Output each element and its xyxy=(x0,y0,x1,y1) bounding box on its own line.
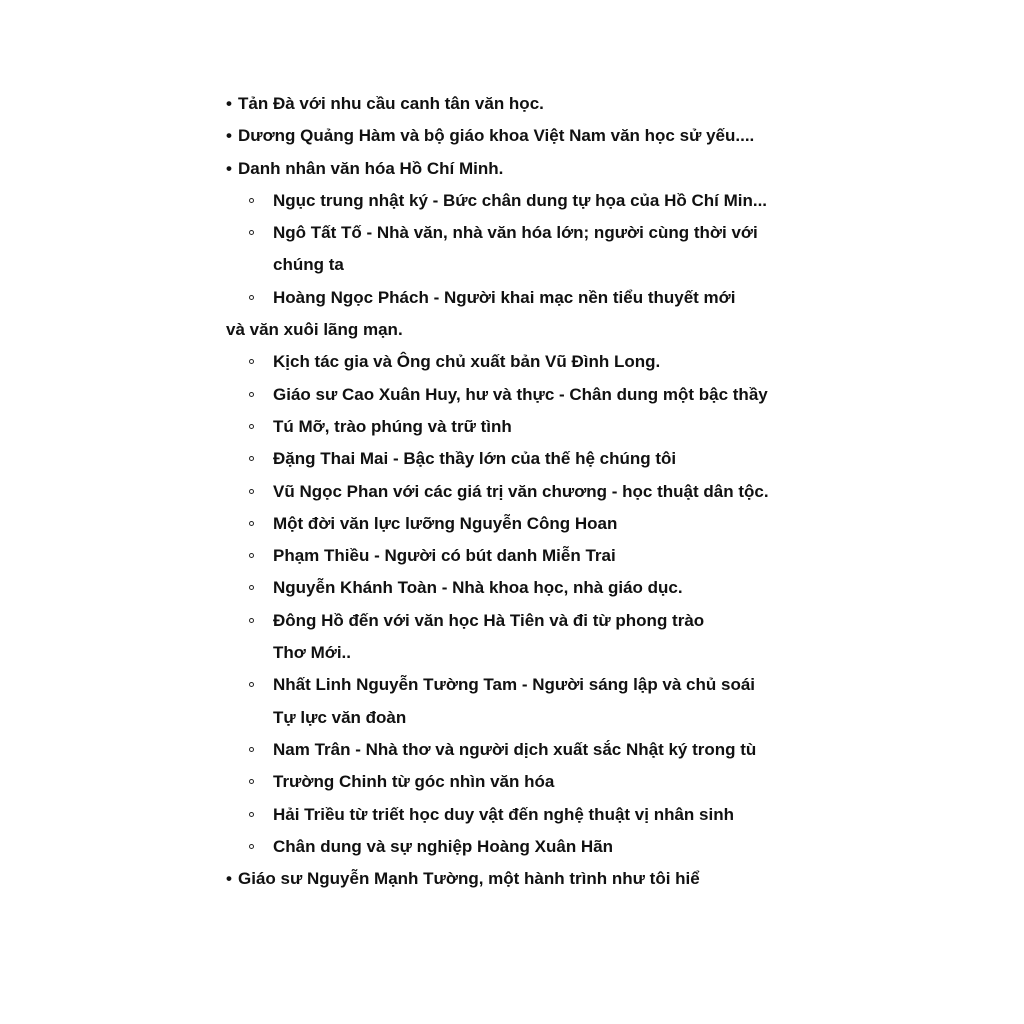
bullet-icon: • xyxy=(226,158,232,178)
circle-bullet-icon xyxy=(249,198,254,203)
list-item-text: Nhất Linh Nguyễn Tường Tam - Người sáng lập và chủ soái xyxy=(273,675,756,695)
list-item-text: Đặng Thai Mai - Bậc thầy lớn của thế hệ chúng tôi xyxy=(273,449,677,469)
sub-list-item xyxy=(226,605,826,637)
list-item-text: Hoàng Ngọc Phách - Người khai mạc nền tiểu thuyết mới xyxy=(273,287,736,307)
sub-list-item xyxy=(226,669,826,701)
list-item-text: Tản Đà với nhu cầu canh tân văn học. xyxy=(238,94,544,113)
list-item-text: Dương Quảng Hàm và bộ giáo khoa Việt Nam văn học sử yếu.... xyxy=(238,126,755,146)
list-item-text: Tự lực văn đoàn xyxy=(273,707,407,727)
list-item-text: chúng ta xyxy=(273,255,344,275)
sub-list-item xyxy=(226,799,826,831)
circle-bullet-icon xyxy=(249,359,254,364)
document-list xyxy=(226,88,826,895)
circle-bullet-icon xyxy=(249,521,254,526)
list-item-text: Nam Trân - Nhà thơ và người dịch xuất sắc Nhật ký trong tù xyxy=(273,739,757,759)
sub-list-item xyxy=(226,282,826,314)
list-item-text: Ngục trung nhật ký - Bức chân dung tự họa của Hồ Chí Min... xyxy=(273,190,768,210)
sub-list-item xyxy=(226,766,826,798)
sub-list-item xyxy=(226,443,826,475)
circle-bullet-icon xyxy=(249,424,254,429)
circle-bullet-icon xyxy=(249,295,254,300)
list-item-text: Danh nhân văn hóa Hồ Chí Minh. xyxy=(238,158,504,178)
circle-bullet-icon xyxy=(249,230,254,235)
circle-bullet-icon xyxy=(249,456,254,461)
sub-list-item xyxy=(226,734,826,766)
sub-list-item xyxy=(226,572,826,604)
circle-bullet-icon xyxy=(249,812,254,817)
list-item-text: Tú Mỡ, trào phúng và trữ tình xyxy=(273,416,512,436)
sub-list-item xyxy=(226,476,826,508)
list-item-continuation xyxy=(226,314,826,346)
list-item-continuation xyxy=(226,637,826,669)
circle-bullet-icon xyxy=(249,618,254,623)
list-item-text: Hải Triều từ triết học duy vật đến nghệ thuật vị nhân sinh xyxy=(273,804,734,824)
list-item-text: Kịch tác gia và Ông chủ xuất bản Vũ Đình Long. xyxy=(273,352,661,372)
list-item-text: Ngô Tất Tố - Nhà văn, nhà văn hóa lớn; người cùng thời với xyxy=(273,223,758,243)
sub-list-item xyxy=(226,411,826,443)
list-item-text: Chân dung và sự nghiệp Hoàng Xuân Hãn xyxy=(273,836,614,856)
circle-bullet-icon xyxy=(249,553,254,558)
list-item-text: Vũ Ngọc Phan với các giá trị văn chương - học thuật dân tộc. xyxy=(273,481,769,501)
sub-list-item xyxy=(226,831,826,863)
list-item-text: Đông Hồ đến với văn học Hà Tiên và đi từ phong trào xyxy=(273,610,705,630)
bullet-icon: • xyxy=(226,126,232,146)
sub-list-item xyxy=(226,346,826,378)
circle-bullet-icon xyxy=(249,392,254,397)
list-item xyxy=(226,863,826,895)
circle-bullet-icon xyxy=(249,844,254,849)
sub-list-item xyxy=(226,508,826,540)
list-item-text: và văn xuôi lãng mạn. xyxy=(226,320,403,340)
circle-bullet-icon xyxy=(249,779,254,784)
list-item-continuation xyxy=(226,702,826,734)
list-item-text: Giáo sư Nguyễn Mạnh Tường, một hành trình như tôi hiể xyxy=(238,869,700,889)
list-item-text: Giáo sư Cao Xuân Huy, hư và thực - Chân dung một bậc thầy xyxy=(273,384,768,404)
list-item-continuation xyxy=(226,249,826,281)
list-item xyxy=(226,120,826,152)
circle-bullet-icon xyxy=(249,747,254,752)
list-item xyxy=(226,153,826,185)
list-item-text: Trường Chinh từ góc nhìn văn hóa xyxy=(273,772,555,792)
bullet-icon: • xyxy=(226,869,232,889)
list-item-text: Một đời văn lực lưỡng Nguyễn Công Hoan xyxy=(273,513,618,533)
list-item xyxy=(226,88,826,120)
list-item-text: Thơ Mới.. xyxy=(273,643,351,663)
sub-list-item xyxy=(226,185,826,217)
bullet-icon: • xyxy=(226,94,232,113)
circle-bullet-icon xyxy=(249,585,254,590)
list-item-text: Nguyễn Khánh Toàn - Nhà khoa học, nhà giáo dục. xyxy=(273,578,683,598)
sub-list-item xyxy=(226,217,826,249)
sub-list-item xyxy=(226,379,826,411)
sub-list-item xyxy=(226,540,826,572)
list-item-text: Phạm Thiều - Người có bút danh Miễn Trai xyxy=(273,546,616,566)
circle-bullet-icon xyxy=(249,682,254,687)
circle-bullet-icon xyxy=(249,489,254,494)
